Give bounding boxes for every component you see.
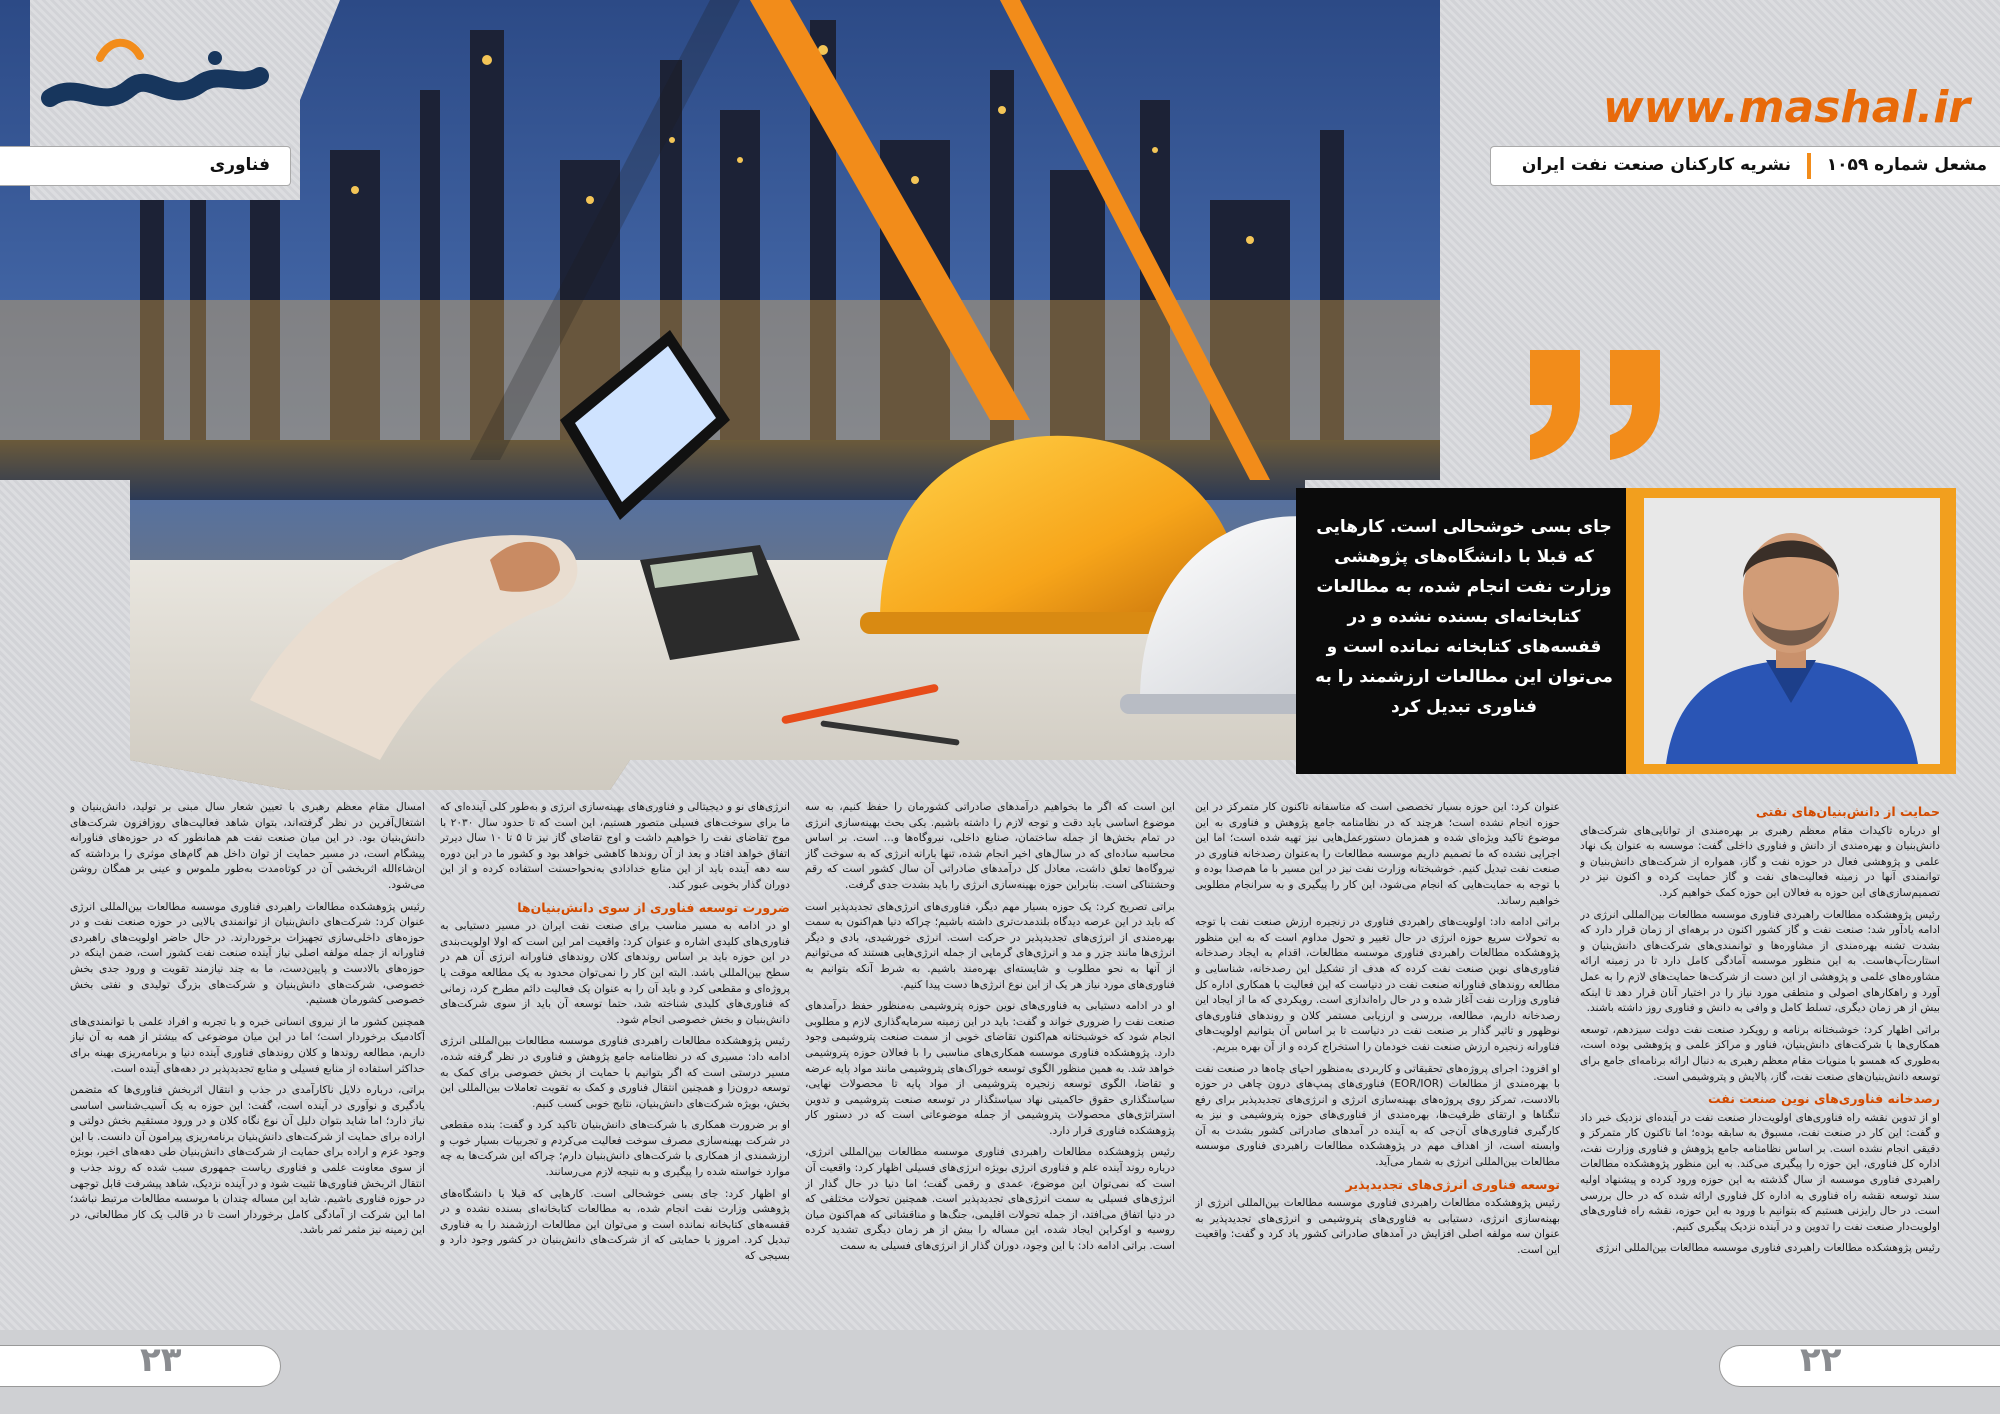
article-column-2 bbox=[1195, 800, 1560, 1330]
article-subheading: رصدخانه فناوری‌های نوین صنعت نفت bbox=[1708, 1091, 1940, 1107]
article-paragraph: او از تدوین نقشه راه فناوری‌های اولویت‌دار صنعت نفت در آینده‌ای نزدیک خبر داد و گفت: این کار در صنعت نفت، مسبوق به سابقه بوده؛ اما تاکنون کار متمرکز و دقیقی انجام نشده است. بر اساس نظامنامه جامع پژوهش و فناوری وزارت نفت، اداره کل فناوری، این حوزه را پیگیری می‌کند. به این منظور پژوهشکده مطالعات راهبردی فناوری موسسه از سال گذشته به این حوزه ورود کرده و پیشنهاد اولیه سند توسعه نقشه راه فناوری به اداره کل فناوری ارائه شده که در حال بررسی است. در حال رایزنی هستیم که بتوانیم با ورود به این حوزه، نقشه راه فناوری‌های اولویت‌دار صنعت نفت را تدوین و در آینده نزدیک پیگیری کنیم. bbox=[1580, 1111, 1940, 1233]
pull-quote-text: جای بسی خوشحالی است. کارهایی که قبلا با دانشگاه‌های پژوهشی وزارت نفت انجام شده، به مطالعات کتابخانه‌ای بسنده نشده و در قفسه‌های کتابخانه نمانده است و می‌توان این مطالعات ارزشمند را به فناوری تبدیل کرد bbox=[1315, 517, 1613, 717]
article-paragraph: رئیس پژوهشکده مطالعات راهبردی فناوری موسسه مطالعات بین‌المللی انرژی ادامه داد: مسیری که در نظامنامه جامع پژوهش و فناوری در نظر گرفته شده، مسیر درستی است که اگر بتوانیم با حمایت از بخش خصوصی برای کمک به توسعه درون‌زا و همچنین انتقال فناوری و کمک به تقویت تعاملات بین‌المللی این بخش، بویژه شرکت‌های دانش‌بنیان، نتایج خوبی کسب کنیم. bbox=[440, 1035, 790, 1110]
article-paragraph: براتی، درباره دلایل ناکارآمدی در جذب و انتقال اثربخش فناوری‌ها که متضمن یادگیری و نوآوری در آینده است، گفت: این حوزه به یک آسیب‌شناسی اساسی نیاز دارد؛ اما شاید بتوان دلیل آن نوع نگاه کلان و در ورود مستقیم بخش دولتی و اراده برای حمایت از شرکت‌های دانش‌بنیان برنامه‌ریزی پیرامون آن دانست. با این وجود عزم و اراده برای حمایت از شرکت‌های دانش‌بنیان طی دهه‌های اخیر، بویژه از سوی معاونت علمی و فناوری ریاست جمهوری سبب شده که روند جذب و انتقال اثربخش فناوری‌ها تثبیت شود و در آینده نزدیک، شاهد پیشرفت قابل توجهی در حوزه فناوری باشیم. شاید این مساله چندان با موسسه مطالعات مرتبط نباشد؛ اما این شرکت از آمادگی کامل برخوردار است تا در قالب یک کار مطالعاتی، در این زمینه نیز مثمر ثمر باشد. bbox=[70, 1084, 425, 1237]
article-paragraph: او در ادامه دستیابی به فناوری‌های نوین حوزه پتروشیمی به‌منظور حفظ درآمدهای صنعت نفت را ضروری خواند و گفت: باید در این زمینه سرمایه‌گذاری لازم و مطلوبی انجام شود که خوشبختانه هم‌اکنون تقاضای خوبی از سمت صنعت پتروشیمی وجود دارد. پژوهشکده فناوری موسسه همکاری‌های مناسبی را با فعالان حوزه پتروشیمی خواهد شد. به همین منظور الگوی توسعه خوراک‌های پتروشیمی مانند مواد پایه عرضه و تقاضا، الگوی توسعه زنجیره پتروشیمی از مواد پایه تا محصولات نهایی، سیاستگذاری حقوق حاکمیتی نهاد سیاستگذار در توسعه صنعت پتروشیمی و تدوین استراتژی‌های محصولات پتروشیمی از جمله موضوعاتی است که در دستور کار پژوهشکده فناوری قرار دارد. bbox=[805, 1000, 1175, 1137]
article-paragraph: این است که اگر ما بخواهیم درآمدهای صادراتی کشورمان را حفظ کنیم، به سه موضوع اساسی باید دقت و توجه لازم را داشته باشیم. یکی بحث بهینه‌سازی انرژی در تمام بخش‌ها از جمله ساختمان، صنایع داخلی، نیروگاه‌ها و... است. بر اساس محاسبه ساده‌ای که در سال‌های اخیر انجام شده، تنها بارانه انرژی که به سوخت گاز نیروگاه‌ها تعلق داشت، معادل کل درآمدهای صادراتی آن سال کشور است که رقم وحشتناکی است. بنابراین حوزه بهینه‌سازی انرژی را باید بشدت جدی گرفت. bbox=[805, 801, 1175, 891]
article-paragraph: انرژی‌های نو و دیجیتالی و فناوری‌های بهینه‌سازی انرژی و به‌طور کلی آینده‌ای که ما برای سوخت‌های فسیلی متصور هستیم، این است که تا حدود سال ۲۰۳۰ با موج تقاضای نفت را خواهیم داشت و اوج تقاضای گاز نیز تا ۵ تا ۱۰ سال دیرتر اتفاق خواهد افتاد و بعد از آن روندها کاهشی خواهد بود و کشور ما در این دوره سه دهه آینده باید از این منابع خدادادی به‌نحواحسنت استفاده کرده و از این دوران گذار بخوبی عبور کند. bbox=[440, 801, 790, 891]
masthead-divider bbox=[1807, 153, 1811, 179]
article-paragraph: او اظهار کرد: جای بسی خوشحالی است. کارهایی که قبلا با دانشگاه‌های پژوهشی وزارت نفت انجام شده، به مطالعات کتابخانه‌ای بسنده نشده و در قفسه‌های کتابخانه نمانده است و می‌توان این مطالعات ارزشمند را به فناوری تبدیل کرد. امروز با حمایتی که از شرکت‌های دانش‌بنیان در کشور وجود دارد و بسیجی که bbox=[440, 1187, 790, 1263]
quote-mark-icon bbox=[1520, 350, 1670, 460]
article-paragraph: او بر ضرورت همکاری با شرکت‌های دانش‌بنیان تاکید کرد و گفت: بنده مقطعی در شرکت بهینه‌سازی مصرف سوخت فعالیت می‌کردم و تجربیات بسیار خوب و ارزشمندی از همکاری با شرکت‌های دانش‌بنیان دارم؛ چراکه این شرکت‌ها به چه موارد خواسته شده را پیگیری و به نتیجه لازم می‌رسانند. bbox=[440, 1119, 790, 1179]
article-paragraph: براتی ادامه داد: اولویت‌های راهبردی فناوری در زنجیره ارزش صنعت نفت با توجه به تحولات سریع حوزه انرژی در حال تغییر و تحول مداوم است که به این منظور پژوهشکده مطالعات راهبردی فناوری موسسه مطالعات، اقدام به ایجاد رصدخانه فناوری‌های نوین صنعت نفت کرده که هدف از تشکیل این رصدخانه، شناسایی و مطالعه روندهای فناورانه صنعت نفت در دنیاست که این فعالیت با همکاری اداره کل فناوری وزارت نفت آغاز شده و در حال راه‌اندازی است. رویکردی که ما از ایجاد این رصدخانه داریم، مطالعه، بررسی و ارزیابی مستمر کلان و روندهای فناوری‌های نوظهور و تاثیر گذار بر صنعت نفت در دنیاست تا بر اساس آن بتوانیم اولویت‌های فناورانه زنجیره ارزش صنعت نفت خودمان را استخراج کرده و از آن بهره ببریم. bbox=[1195, 916, 1560, 1053]
article-subheading: حمایت از دانش‌بنیان‌های نفتی bbox=[1755, 804, 1940, 819]
article-paragraph: عنوان کرد: این حوزه بسیار تخصصی است که متاسفانه تاکنون کار متمرکز در این حوزه انجام نشده است؛ هرچند که در نظامنامه جامع پژوهش و فناوری به این موضوع تاکید ویژه‌ای شده و همزمان دستورعمل‌هایی نیز تهیه شده است؛ اما این اجرایی نشده که ما تصمیم داریم موسسه مطالعات را به‌عنوان رصدخانه فناوری در صنعت نفت تبدیل کنیم. خوشبختانه وزارت نفت نیز در این مسیر با ما هم‌صدا بوده و با توجه به حمایت‌هایی که انجام می‌شود، این کار را پیگیری و به سرانجام مطلوبی خواهیم رساند. bbox=[1195, 801, 1560, 907]
article-column-3 bbox=[805, 800, 1175, 1330]
article-paragraph: رئیس پژوهشکده مطالعات راهبردی فناوری موسسه مطالعات بین‌المللی انرژی عنوان کرد: شرکت‌های دانش‌بنیان از توانمندی بالایی در حوزه صنعت نفت و در حوزه‌های داخلی‌سازی تجهیزات برخوردارند. در حال حاضر اولویت‌های راهبردی فناورانه از جمله مولفه اصلی نیاز آینده صنعت نفت کشور است، ضمن اینکه در حوزه‌های بالادست و پایین‌دست، ما به چند نیازمند تقویت و ورود جدی بخش خصوصی، شرکت‌های دانش‌بنیان و شرکت‌های بزرگ تولیدی و نفتی بخش خصوصی کشورمان هستیم. bbox=[70, 900, 425, 1007]
section-label-box bbox=[0, 146, 291, 186]
mashal-logo bbox=[40, 18, 270, 138]
article-paragraph: براتی تصریح کرد: یک حوزه بسیار مهم دیگر، فناوری‌های انرژی‌های تجدیدپذیر است که باید در این عرصه دیدگاه بلندمدت‌تری داشته باشیم؛ چراکه دنیا هم‌اکنون به سمت بهره‌مندی از انرژی‌های تجدیدپذیر در حرکت است. انرژی خورشیدی، بادی و دیگر انرژی‌ها مانند جزر و مد و انرژی‌های گرمایی از جمله انرژی‌هایی هستند که می‌توانیم از آنها به نحو مطلوب و شایسته‌ای بهره‌مند باشیم. به شرط آنکه بتوانیم به فناوری‌های مورد نیاز هر یک از این نوع انرژی‌ها دست پیدا کنیم. bbox=[805, 900, 1175, 991]
interviewee-portrait bbox=[1626, 488, 1956, 774]
article-paragraph: رئیس پژوهشکده مطالعات راهبردی فناوری موسسه مطالعات بین‌المللی انرژی در ادامه یادآور شد: صنعت نفت و گاز کشور اکنون در برهه‌ای از زمان قرار دارد که بشدت تشنه بهره‌مندی از مشاوره‌ها و توانمندی‌های شرکت‌های دانش‌بنیان و استارت‌آپ‌هاست. به این منظور موسسه آمادگی کامل دارد تا در زمینه ارائه مشاوره‌های علمی و پژوهشی از این دست از شرکت‌ها حمایت‌های لازم را به عمل آورد و راهکارهای اصولی و منطقی مورد نیاز را در اختیار آنان قرار دهد تا اینکه بیش از هر زمان دیگری، تسلط کامل و وافی به دانش و فناوری روز داشته باشند. bbox=[1580, 908, 1940, 1015]
article-paragraph: رئیس پژوهشکده مطالعات راهبردی فناوری موسسه مطالعات بین‌المللی انرژی از بهینه‌سازی انرژی، دستیابی به فناوری‌های پتروشیمی و انرژی‌های تجدیدپذیر به عنوان سه مولفه اصلی افزایش در آمدهای صادراتی کشور یاد کرد و گفت: واقعیت این است. bbox=[1195, 1197, 1560, 1257]
article-paragraph: براتی اظهار کرد: خوشبختانه برنامه و رویکرد صنعت نفت دولت سیزدهم، توسعه همکاری‌ها با شرکت‌های دانش‌بنیان، فناور و مراکز علمی و پژوهشی بوده است، به‌طوری که همسو با منویات مقام معظم رهبری به دنبال ارائه برنامه‌ای جامع برای توسعه دانش‌بنیان‌های صنعت نفت، گاز، پالایش و پتروشیمی است. bbox=[1580, 1023, 1940, 1083]
right-page-tab bbox=[1719, 1345, 2000, 1387]
pull-quote bbox=[1296, 488, 1956, 774]
masthead-bar bbox=[1490, 146, 2000, 186]
article-paragraph: او در ادامه به مسیر مناسب برای صنعت نفت ایران در مسیر دستیابی به فناوری‌های کلیدی اشاره و عنوان کرد: واقعیت امر این است که اولا اولویت‌بندی در این حوزه باید بر اساس روندهای کلان روندهای فناورانه انرژی آن هم در سطح بین‌المللی باشد. البته این کار را نمی‌توان محدود به یک مطالعه موقت یا پروژه‌ای و مقطعی کرد و باید آن را به عنوان یک فعالیت دائم مطرح کرد، زمانی که فناوری‌های کلیدی شناخته شد، حتما توسعه آن باید از سوی شرکت‌های دانش‌بنیان و بخش خصوصی انجام شود. bbox=[440, 920, 790, 1026]
issue-number: مشعل شماره ۱۰۵۹ bbox=[1826, 155, 1987, 175]
left-page-number: ۲۳ bbox=[140, 1340, 182, 1380]
publication-name: نشریه کارکنان صنعت نفت ایران bbox=[1521, 155, 1791, 175]
article-column-1 bbox=[1580, 800, 1940, 1330]
section-label: فناوری bbox=[209, 155, 270, 175]
article-column-5 bbox=[70, 800, 425, 1330]
pull-quote-panel bbox=[1296, 488, 1626, 774]
article-subheading: توسعه فناوری انرژی‌های تجدیدپذیر bbox=[1345, 1176, 1560, 1192]
article-paragraph: امسال مقام معظم رهبری با تعیین شعار سال مبنی بر تولید، دانش‌بنیان و اشتغال‌آفرین در نظر گرفته‌اند، بتوان شاهد فعالیت‌های روزافزون شرکت‌های دانش‌بنیان بود. در این میان صنعت نفت هم همانطور که در حوزه‌های فناورانه پیشگام است، در مسیر حمایت از توان داخل هم گام‌های موثری را برداشته که ان‌شاءالله اثربخشی آن در کوتاه‌مدت به‌طور ملموس و عینی بر همگان روشن می‌شود. bbox=[70, 801, 425, 891]
article-paragraph: او افزود: اجرای پروژه‌های تحقیقاتی و کاربردی به‌منظور احیای چاه‌ها در صنعت نفت با بهره‌مندی از مطالعات (EOR/IOR) فناوری‌های پمپ‌های درون چاهی در حوزه بالادست، تمرکز روی پروژه‌های بهینه‌سازی انرژی و انرژی‌های تجدیدپذیر برای رفع تنگناها و ارتقای ظرفیت‌ها، بهره‌مندی از فناوری‌های حوزه پتروشیمی و نیز به کارگیری فناوری‌های آن‌جی که به آینده در آمدهای صادراتی کشور بشدت به آن وابسته است، از اهداف مهم در پژوهشکده مطالعات راهبردی فناوری موسسه مطالعات بین‌المللی انرژی به شمار می‌آید. bbox=[1195, 1062, 1560, 1169]
article-paragraph: رئیس پژوهشکده مطالعات راهبردی فناوری موسسه مطالعات بین‌المللی انرژی bbox=[1595, 1242, 1940, 1255]
footer-band bbox=[0, 1330, 2000, 1414]
right-page-number: ۲۲ bbox=[1800, 1340, 1842, 1380]
article-column-4 bbox=[440, 800, 790, 1330]
article-paragraph: او درباره تاکیدات مقام معظم رهبری بر بهره‌مندی از توانایی‌های شرکت‌های دانش‌بنیان و بهره‌مندی از دانش و فناوری داخلی گفت: موسسه به عنوان یک نهاد علمی و پژوهشی فعال در حوزه نفت و گاز، همواره از شرکت‌های دانش‌بنیان و توانمندی آنها در زمینه فعالیت‌های نفت و گاز حمایت کرده و اکنون نیز در تصمیم‌سازی‌های این حوزه به فعالان این حوزه کمک خواهیم کرد. bbox=[1580, 824, 1940, 899]
article-paragraph: همچنین کشور ما از نیروی انسانی خبره و با تجربه و افراد علمی با توانمندی‌های آکادمیک برخوردار است؛ اما در این میان موضوعی که بیشتر از همه به آن نیاز داریم، مطالعه روندها و کلان روندهای فناوری آینده دنیا و برنامه‌ریزی بهینه برای حداکثر استفاده از منابع فسیلی و منابع تجدیدپذیر در دهه‌های آینده است. bbox=[70, 1015, 425, 1075]
article-subheading: ضرورت توسعه فناوری از سوی دانش‌بنیان‌ها bbox=[517, 899, 790, 915]
article-paragraph: رئیس پژوهشکده مطالعات راهبردی فناوری موسسه مطالعات بین‌المللی انرژی، درباره روند آینده علم و فناوری انرژی بویژه انرژی‌های فسیلی اظهار کرد: واقعیت آن است که نمی‌توان این موضوع، عمدی و رقمی گفت؛ اما دنیا در حال گذار از انرژی‌های فسیلی به سمت انرژی‌های تجدیدپذیر است. همچنین تحولات مختلفی که در دنیا اتفاق می‌افتد، از جمله تحولات اقلیمی، جنگ‌ها و مناقشاتی که هم‌اکنون میان روسیه و اوکراین ایجاد شده، این مساله را بیش از هر زمان دیگری تشدید کرده است. براتی ادامه داد: با این وجود، دوران گذار از انرژی‌های فسیلی به سمت bbox=[805, 1146, 1175, 1253]
site-url[interactable]: www.mashal.ir bbox=[1602, 82, 1970, 133]
